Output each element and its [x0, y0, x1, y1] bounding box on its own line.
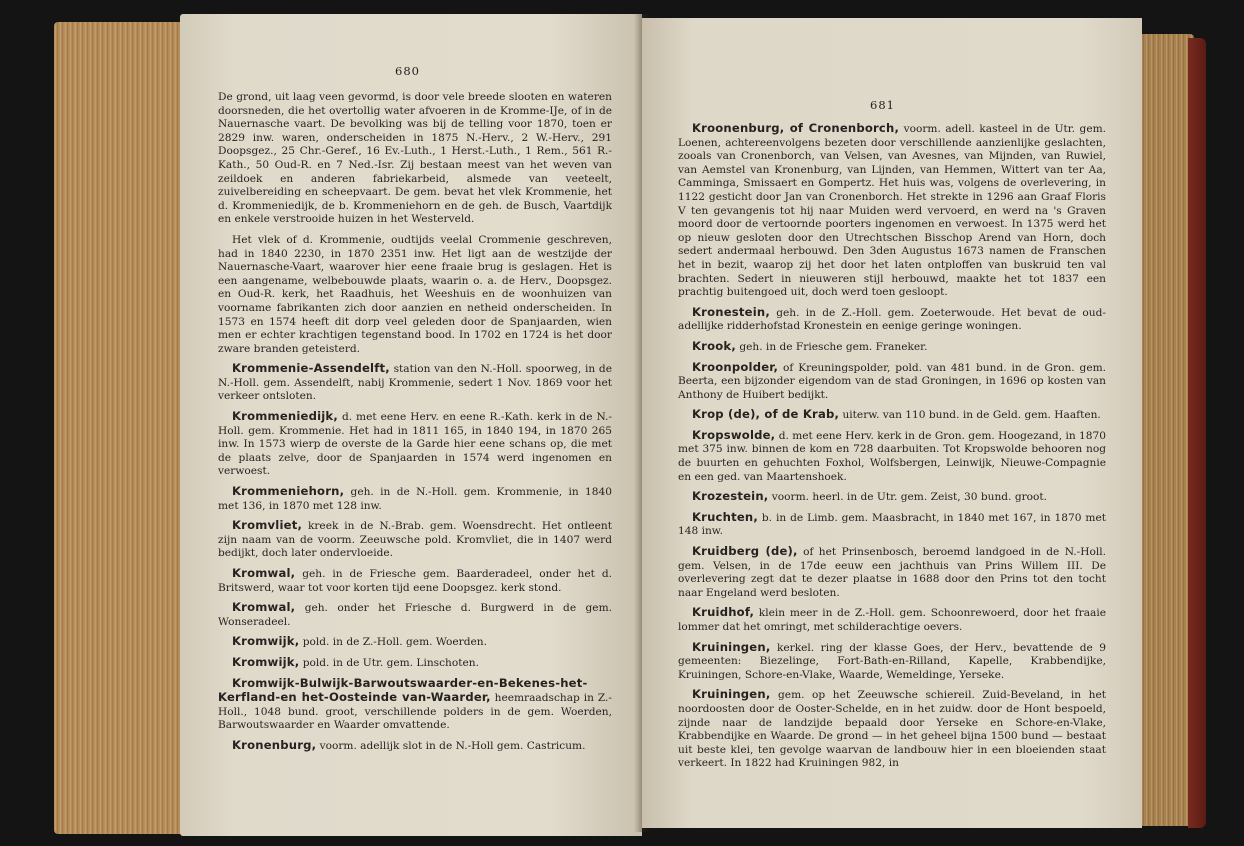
headword: Kromwal,	[232, 566, 296, 580]
book-cover-edge	[1188, 38, 1206, 828]
headword: Kronestein,	[692, 304, 770, 319]
entry-text: station van den N.-Holl. spoorweg, in de N.-Holl. gem. Assendelft, nabij Krommenie, sedert 1 Nov. 1869 voor het verkeer ontsloten.	[218, 363, 612, 403]
entry-text: geh. in de Friesche gem. Franeker.	[739, 340, 928, 353]
headword: Krommeniehorn,	[232, 484, 345, 499]
entry-text: kerkel. ring der klasse Goes, der Herv., bevattende de 9 gemeenten: Biezelinge, Fort-Bath-en-Rilland, Kapelle, Krabbendijke, Kruiningen, Schore-en-Vlake, Waarde, Wemeldinge, Yerseke.	[678, 641, 1106, 681]
entry-text: of het Prinsenbosch, beroemd landgoed in de N.-Holl. gem. Velsen, in de 17de eeuw een jachthuis van Prins Willem III. De overlevering zegt dat te dezer plaatse in 1688 door den Prins tot den tocht naar Engeland werd besloten.	[678, 546, 1106, 599]
entry	[218, 90, 612, 227]
entry	[678, 606, 1106, 634]
entry-text: d. met eene Herv. en eene R.-Kath. kerk in de N.-Holl. gem. Krommenie. Het had in 1811 165, in 1840 194, in 1870 265 inw. In 1573 wierp de overste de la Garde hier eene schans op, die met de plaats zelve, door de Spanjaarden in 1574 werd ingenomen en verwoest.	[218, 411, 612, 478]
entry-text: uiterw. van 110 bund. in de Geld. gem. Haaften.	[842, 409, 1101, 422]
headword: Krommeniedijk,	[232, 409, 338, 424]
entry-text: geh. in de Friesche gem. Baarderadeel, onder het d. Britswerd, waar tot voor korten tijd eene Doopsgez. kerk stond.	[218, 568, 612, 594]
entry	[218, 485, 612, 513]
headword: Krozestein,	[692, 489, 769, 504]
entry-text: voorm. adell. kasteel in de Utr. gem. Loenen, achtereenvolgens bezeten door verschillende aanzienlijke geslachten, zooals van Cronenborch, van Velsen, van Avesnes, van Mijnden, van Ruwiel, van Aemstel van Kronenburg, van Lijnden, van Hemmen, Wittert van ter Aa, Camminga, Smissaert en Gompertz. Het huis was, volgens de overlevering, in 1122 gesticht door Jan van Cronenborch. Het strekte in 1296 aan Graaf Floris V ten gevangenis tot hij naar Muiden werd vervoerd, en werd na 's Graven moord door de vertoornde poorters ingenomen en verwoest. In 1375 werd het op nieuw gesloten door den Utrechtschen Bisschop Arend van Horn, doch sedert andermaal herbouwd. Den 3den Augustus 1673 namen de Franschen het in bezit, waarop zij het door het laten ontploffen van buskruid ten val brachten. Sedert in nieuweren stijl herbouwd, maakte het tot 1837 een prachtig buitengoed uit, doch werd toen gesloopt.	[678, 123, 1107, 299]
entry-text: pold. in de Utr. gem. Linschoten.	[302, 656, 479, 669]
entry	[218, 362, 612, 404]
entry	[678, 641, 1106, 683]
entry-text: pold. in de Z.-Holl. gem. Woerden.	[302, 636, 487, 649]
headword: Kromwijk,	[232, 634, 300, 649]
open-book	[40, 8, 1206, 842]
headword: Kroonenburg, of Cronenborch,	[692, 121, 900, 135]
page-number: 681	[870, 98, 895, 112]
page-number: 680	[395, 64, 420, 78]
entry	[678, 511, 1106, 539]
entry-text: b. in de Limb. gem. Maasbracht, in 1840 met 167, in 1870 met 148 inw.	[678, 511, 1107, 538]
headword: Kruchten,	[692, 509, 758, 524]
right-page-edges	[1140, 34, 1194, 826]
headword: Kruidhof,	[692, 605, 755, 620]
text-column	[678, 122, 1106, 777]
entry	[218, 601, 612, 629]
headword: Kromwijk-Bulwijk-Barwoutswaarder-en-Bekenes-het-Kerfland-en het-Oosteinde van-Waarder,	[218, 675, 588, 705]
entry	[218, 739, 612, 754]
headword: Kropswolde,	[692, 427, 776, 442]
entry	[218, 656, 612, 671]
headword: Kromvliet,	[232, 518, 303, 533]
entry-text: geh. in de Z.-Holl. gem. Zoeterwoude. Het bevat de oud-adellijke ridderhofstad Kronestein en eenige geringe woningen.	[678, 306, 1106, 333]
entry	[218, 635, 612, 650]
headword: Krop (de), of de Krab,	[692, 407, 840, 422]
entry	[678, 361, 1106, 403]
entry	[218, 233, 612, 356]
entry	[678, 122, 1106, 300]
left-page	[180, 14, 642, 836]
headword: Kroonpolder,	[692, 359, 779, 374]
entry	[218, 677, 612, 733]
right-page	[642, 18, 1142, 828]
entry	[678, 429, 1106, 484]
entry-text: Het vlek of d. Krommenie, oudtijds veelal Crommenie geschreven, had in 1840 2230, in 1870 2351 inw. Het ligt aan de westzijde der Nauernasche-Vaart, waarover hier eene fraaie brug is geslagen. Het is een aangename, welbebouwde plaats, waarin o. a. de Herv., Doopsgez. en Oud-R. kerk, het Raadhuis, het Weeshuis en de woonhuizen van voorname fabrikanten zich door aanzien en netheid onderscheiden. In 1573 en 1574 heeft dit dorp veel geleden door de Spanjaarden, wien men er echter krachtigen tegenstand bood. In 1702 en 1724 is het door zware branden geteisterd.	[218, 233, 612, 355]
headword: Kruidberg (de),	[692, 544, 798, 559]
entry	[678, 545, 1106, 600]
entry-text: klein meer in de Z.-Holl. gem. Schoonrewoerd, door het fraaie lommer dat het omringt, met schilderachtige oevers.	[678, 607, 1106, 633]
entry-text: voorm. adellijk slot in de N.-Holl gem. Castricum.	[319, 739, 586, 752]
headword: Kruiningen,	[692, 687, 771, 702]
entry-text: kreek in de N.-Brab. gem. Woensdrecht. Het ontleent zijn naam van de voorm. Zeeuwsche pold. Kromvliet, die in 1407 werd bedijkt, doch later ondervloeide.	[218, 520, 612, 560]
entry-text: d. met eene Herv. kerk in de Gron. gem. Hoogezand, in 1870 met 375 inw. binnen de kom en 728 daarbuiten. Tot Kropswolde behooren nog de buurten en gehuchten Foxhol, Wolfsbergen, Leinwijk, Nieuwe-Compagnie en een ged. van Maartenshoek.	[678, 429, 1106, 483]
headword: Krook,	[692, 338, 736, 353]
entry-text: of Kreuningspolder, pold. van 481 bund. in de Gron. gem. Beerta, een bijzonder eigendom van de stad Groningen, in 1696 op kosten van Anthony de Huibert bedijkt.	[678, 361, 1106, 401]
text-column	[218, 90, 612, 760]
headword: Krommenie-Assendelft,	[232, 361, 390, 376]
entry-text: geh. onder het Friesche d. Burgwerd in de gem. Wonseradeel.	[218, 602, 612, 628]
headword: Kromwijk,	[232, 654, 300, 669]
entry-text: De grond, uit laag veen gevormd, is door vele breede slooten en wateren doorsneden, die het overtollig water afvoeren in de Kromme-IJe, of in de Nauernasche vaart. De bevolking was bij de telling voor 1870, toen er 2829 inw. waren, onderscheiden in 1875 N.-Herv., 2 W.-Herv., 291 Doopsgez., 25 Chr.-Geref., 16 Ev.-Luth., 1 Herst.-Luth., 1 Rem., 561 R.-Kath., 50 Oud-R. en 7 Ned.-Isr. Zij bestaan meest van het weven van zeildoek en anderen fabriekarbeid, alsmede van veeteelt, zuivelbereiding en scheepvaart. De gem. bevat het vlek Krommenie, het d. Krommeniedijk, de b. Krommeniehorn en de geh. de Busch, Vaartdijk en enkele verstrooide huizen in het Westerveld.	[218, 91, 612, 226]
entry	[218, 567, 612, 595]
left-page-edges	[54, 22, 190, 834]
entry	[678, 408, 1106, 423]
headword: Kruiningen,	[692, 639, 771, 654]
entry	[678, 306, 1106, 334]
entry	[678, 688, 1106, 771]
entry	[678, 340, 1106, 355]
entry-text: geh. in de N.-Holl. gem. Krommenie, in 1840 met 136, in 1870 met 128 inw.	[218, 486, 612, 512]
entry	[678, 490, 1106, 505]
entry	[218, 410, 612, 479]
entry-text: gem. op het Zeeuwsche schiereil. Zuid-Beveland, in het noordoosten door de Ooster-Schelde, en in het zuidw. door de Hont bespoeld, zijnde naar de landzijde bepaald door Yerseke en Schore-en-Vlake, Krabbendijke en Waarde. De grond — in het geheel bijna 1500 bund — bestaat uit beste klei, ten gevolge waarvan de landbouw hier in een bloeienden staat verkeert. In 1822 had Kruiningen 982, in	[678, 689, 1106, 770]
headword: Kronenburg,	[232, 737, 317, 752]
entry-text: voorm. heerl. in de Utr. gem. Zeist, 30 bund. groot.	[771, 491, 1048, 504]
entry	[218, 519, 612, 561]
entry-text: heemraadschap in Z.-Holl., 1048 bund. groot, verschillende polders in de gem. Woerden, Barwoutswaarder en Waarder omvattende.	[218, 692, 612, 732]
headword: Kromwal,	[232, 600, 296, 615]
